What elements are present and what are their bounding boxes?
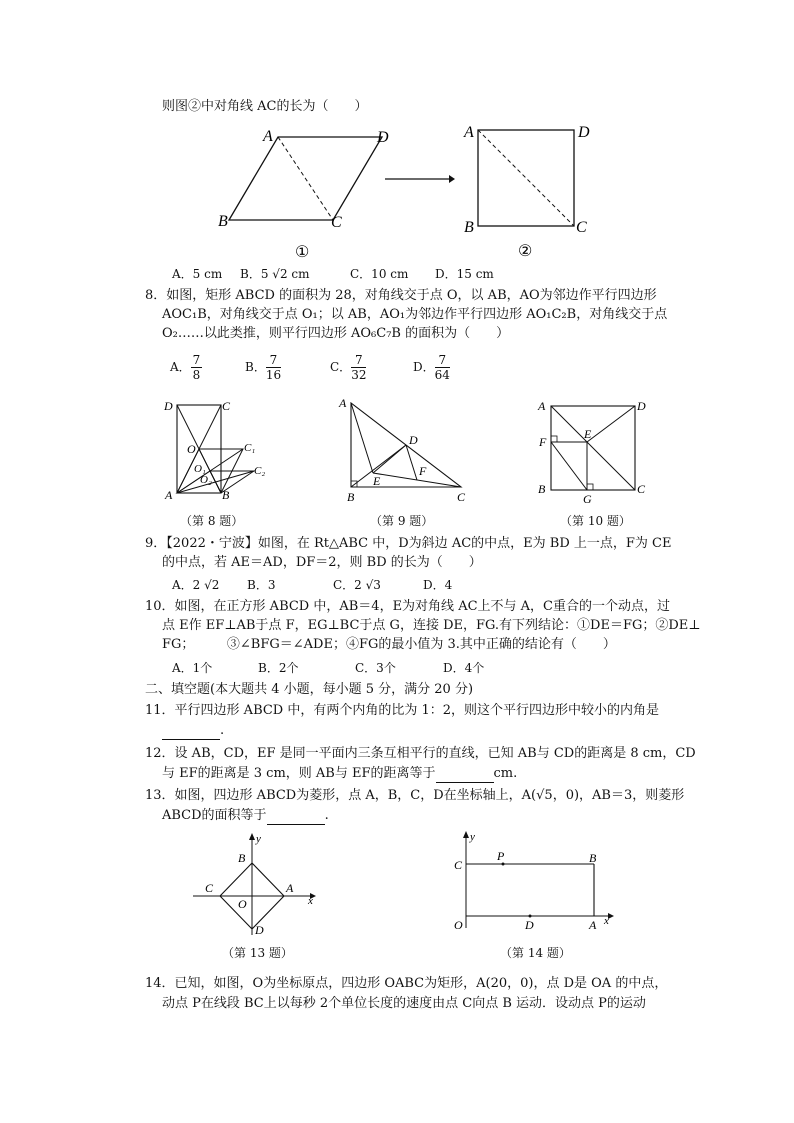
fig2-label: ② (518, 241, 533, 260)
point-label: O (187, 442, 196, 456)
point-label: O (454, 918, 463, 932)
axis-label: x (308, 895, 313, 907)
point-label: G (583, 492, 592, 506)
q13-line1: 13．如图，四边形 ABCD为菱形，点 A，B，C，D在坐标轴上，A(√5，0)，AB＝3，则菱形 (145, 788, 685, 803)
q14-line2: 动点 P在线段 BC上以每秒 2个单位长度的速度由点 C向点 B 运动．设动点 P的运动 (162, 996, 646, 1011)
q7-choice-d: D．15 cm (435, 267, 494, 281)
q8-line3: O₂……以此类推，则平行四边形 AO₆C₇B 的面积为（ ） (162, 326, 510, 341)
point-label: C₂ (254, 465, 266, 477)
q9-choice-d: D．4 (423, 578, 453, 592)
axis-label: y (470, 831, 475, 843)
q11-line1: 11．平行四边形 ABCD 中，有两个内角的比为 1：2，则这个平行四边形中较小的内角是 (145, 703, 660, 718)
q10-choice-a: A．1个 (172, 661, 213, 675)
point-label: E (373, 474, 381, 488)
point-label: B (238, 851, 246, 865)
point-label: O₁ (194, 463, 206, 475)
point-label: A (589, 918, 597, 932)
q10-choice-c: C．3个 (355, 661, 396, 675)
q11-line2: . (162, 722, 224, 740)
point-label: D (637, 399, 646, 413)
q9-line2: 的中点，若 AE＝AD，DF＝2，则 BD 的长为（ ） (162, 555, 482, 570)
q10-line1: 10．如图，在正方形 ABCD 中，AB＝4，E为对角线 AC上不与 A，C重合的一个动点，过 (145, 599, 670, 614)
q8-choice-a: A． $\frac{7}{8}$ (170, 353, 201, 382)
point-label: D (255, 923, 264, 937)
point-label: C₁ (244, 442, 256, 454)
point-label: E (584, 427, 592, 441)
point-label: P (497, 849, 505, 863)
point-label: C (576, 219, 587, 236)
point-label: O (238, 897, 247, 911)
q9-figure (333, 393, 473, 505)
q7-stem: 则图②中对角线 AC的长为（ ） (162, 99, 368, 114)
fig1-label: ① (295, 242, 310, 261)
point-label: F (419, 464, 427, 478)
point-label: C (454, 858, 463, 872)
q9-caption: （第 9 题） (370, 514, 434, 528)
q10-choice-b: B．2个 (258, 661, 299, 675)
q9-choice-b: B．3 (247, 578, 276, 592)
q7-choice-a: A．5 cm (172, 267, 223, 281)
point-label: C (222, 399, 231, 413)
point-label: F (539, 435, 547, 449)
q8-choice-d: D． $\frac{7}{64}$ (413, 353, 450, 382)
q10-caption: （第 10 题） (560, 514, 631, 528)
section-2-heading: 二、填空题(本大题共 4 小题，每小题 5 分，满分 20 分) (145, 682, 474, 697)
point-label: B (589, 851, 597, 865)
q8-caption: （第 8 题） (180, 514, 244, 528)
point-label: C (637, 482, 646, 496)
point-label: A (263, 128, 273, 145)
q7-figure-square (458, 120, 593, 260)
answer-blank[interactable] (436, 768, 494, 783)
q8-figure (160, 395, 275, 505)
q8-choice-c: C． $\frac{7}{32}$ (330, 353, 367, 382)
answer-blank[interactable] (267, 810, 325, 825)
axis-label: y (256, 833, 261, 845)
answer-blank[interactable] (162, 725, 220, 740)
point-label: C (331, 214, 342, 231)
point-label: D (377, 129, 389, 146)
q13-figure (188, 830, 323, 940)
q14-figure (448, 828, 618, 938)
point-label: D (578, 124, 590, 141)
q10-figure (533, 395, 658, 505)
point-label: B (464, 219, 474, 236)
point-label: C (205, 881, 214, 895)
point-label: D (525, 918, 534, 932)
point-label: C (457, 490, 466, 504)
q8-choice-b: B． $\frac{7}{16}$ (245, 353, 282, 382)
point-label: O₂ (200, 474, 212, 486)
q7-figure-rhombus (215, 125, 390, 260)
q7-choice-b: B．5 √2 cm (240, 267, 310, 281)
point-label: D (409, 433, 418, 447)
q9-line1: 9．【2022・宁波】如图，在 Rt△ABC 中，D为斜边 AC的中点，E为 BD 上一点，F为 CE (145, 536, 672, 551)
point-label: B (218, 213, 228, 230)
point-label: B (538, 482, 546, 496)
point-label: A (464, 124, 474, 141)
point-label: A (165, 488, 173, 502)
q13-line2: ABCD的面积等于 . (162, 808, 329, 823)
point-label: B (347, 490, 355, 504)
sqrt-2: √2 (272, 267, 288, 281)
q10-line2: 点 E作 EF⊥AB于点 F，EG⊥BC于点 G，连接 DE，FG.有下列结论：①DE＝FG；②DE⊥ (162, 618, 701, 633)
point-label: A (538, 399, 546, 413)
q14-caption: （第 14 题） (500, 946, 571, 960)
q7-choice-c: C．10 cm (350, 267, 409, 281)
q10-choice-d: D．4个 (443, 661, 485, 675)
q13-caption: （第 13 题） (222, 946, 293, 960)
arrow-icon (385, 172, 455, 186)
q8-line1: 8．如图，矩形 ABCD 的面积为 28，对角线交于点 O，以 AB，AO为邻边作平行四边形 (145, 288, 657, 303)
axis-label: x (604, 915, 609, 927)
point-label: D (164, 399, 173, 413)
q12-line1: 12．设 AB，CD，EF 是同一平面内三条互相平行的直线，已知 AB与 CD的距离是 8 cm，CD (145, 746, 696, 761)
q9-choice-c: C．2 √3 (333, 578, 381, 592)
q14-line1: 14．已知，如图，O为坐标原点，四边形 OABC为矩形，A(20，0)，点 D是 OA 的中点， (145, 976, 668, 991)
point-label: A (339, 396, 347, 410)
point-label: A (286, 881, 294, 895)
q9-choice-a: A．2 √2 (172, 578, 220, 592)
point-label: B (222, 488, 230, 502)
q12-line2: 与 EF的距离是 3 cm，则 AB与 EF的距离等于 cm. (162, 766, 518, 781)
q8-line2: AOC₁B，对角线交于点 O₁；以 AB，AO₁为邻边作平行四边形 AO₁C₂B，对角线交于点 (162, 307, 668, 322)
q10-line3: FG； ③∠BFG＝∠ADE；④FG的最小值为 3.其中正确的结论有（ ） (162, 637, 616, 652)
